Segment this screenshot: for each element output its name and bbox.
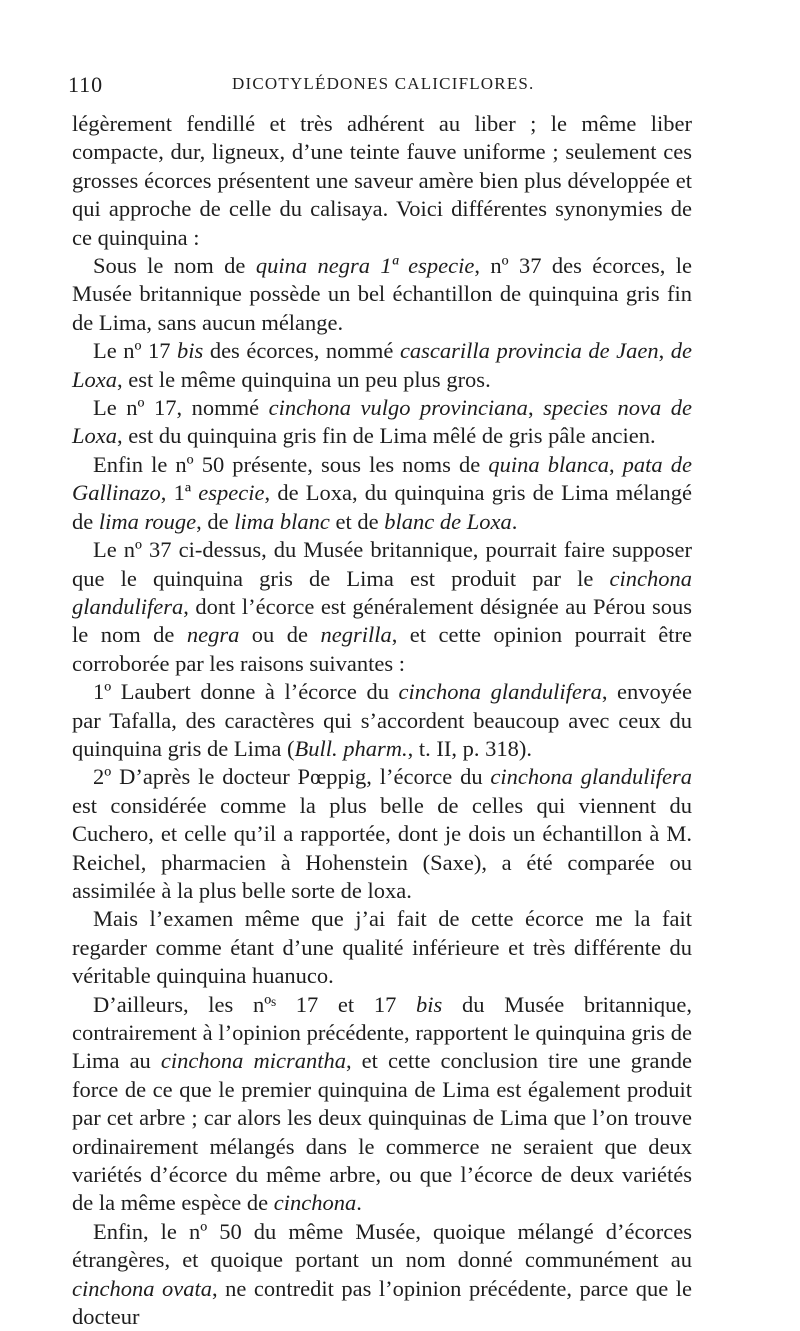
running-header [68, 72, 692, 102]
text-run: 1º Laubert donne à l’écorce du [93, 679, 399, 705]
text-run: D’ailleurs, les nºˢ 17 et 17 [93, 991, 417, 1017]
text-run: légèrement fendillé et très adhérent au liber ; le même liber compacte, dur, ligneux, d’une teinte fauve uniforme ; seulement ces grosses écorces présentent une saveur amère bien plus développée et qui approche de celle du calisaya. Voici différentes synonymies de ce quinquina : [72, 111, 692, 250]
text-run: . [356, 1190, 362, 1216]
italic-text: de Loxa [72, 338, 692, 392]
italic-text: cinchona ovata [72, 1275, 212, 1301]
italic-text: pata de Gallinazo [72, 451, 692, 506]
text-run: . [511, 508, 518, 534]
paragraph [72, 110, 692, 252]
text-run: des écorces, nommé [203, 338, 400, 364]
text-run: est considérée comme la plus belle de celles qui viennent du Cuchero, et celle qu’il a rapportée, dont je dois un échantillon à M. Reichel, pharmacien à Hohenstein (Saxe), a été comparée ou assimilée à la plus belle sorte de loxa. [72, 792, 692, 903]
text-run: , dont l’écorce est généralement désignée au Pérou sous le nom de [72, 593, 692, 648]
text-run: , est le même quinquina un peu plus gros. [117, 366, 491, 392]
paragraph [72, 252, 692, 337]
paragraph [72, 337, 692, 394]
text-run: , [608, 451, 623, 477]
text-run: Le nº 17, nommé [93, 395, 269, 421]
text-run: , [527, 395, 544, 421]
italic-text: Bull. pharm. [294, 735, 408, 761]
text-run: Le nº 37 ci-dessus, du Musée britannique, pourrait faire supposer que le quinquina gris de Lima est produit par le [72, 537, 692, 591]
text-run: , ne contredit pas l’opinion précédente, parce que le docteur [72, 1275, 692, 1330]
italic-text: bis [177, 338, 204, 364]
italic-text: cinchona glandulifera [398, 679, 602, 705]
text-run: Enfin le nº 50 présente, sous les noms de [93, 451, 489, 477]
text-run: Le nº 17 [93, 338, 178, 364]
italic-text: negrilla [320, 622, 392, 648]
paragraph [72, 1218, 692, 1331]
text-run: , nº 37 des écorces, le Musée britannique possède un bel échantillon de quinquina gris fin de Lima, sans aucun mélange. [72, 253, 692, 335]
italic-text: blanc de Loxa [384, 508, 512, 534]
italic-text: lima blanc [234, 508, 330, 534]
italic-text: lima rouge [98, 508, 197, 534]
text-run: du Musée britannique, contrairement à l’opinion précédente, rapportent le quinquina gris de Lima au [72, 991, 692, 1074]
text-run: , de Loxa, du quinquina gris de Lima mélangé de [72, 480, 692, 534]
italic-text: quina blanca [488, 451, 609, 477]
paragraph [72, 905, 692, 990]
text-run: ou de [239, 622, 321, 648]
italic-text: negra [186, 622, 240, 648]
running-title: DICOTYLÉDONES CALICIFLORES. [232, 74, 535, 93]
text-run: Sous le nom de [93, 253, 256, 279]
text-run: Enfin, le nº 50 du même Musée, quoique mélangé d’écorces étrangères, et quoique portant un nom donné communément au [72, 1218, 692, 1273]
italic-text: cinchona glandulifera [490, 764, 692, 790]
text-run: , 1ª [160, 480, 199, 506]
italic-text: cinchona vulgo provinciana [268, 395, 528, 421]
book-page [68, 72, 693, 1331]
italic-text: bis [416, 991, 443, 1017]
text-run: et de [329, 508, 385, 534]
italic-text: quina negra 1ª especie [255, 253, 475, 279]
paragraph [72, 536, 692, 678]
italic-text: cinchona glandulifera [72, 565, 692, 619]
text-run: , et cette conclusion tire une grande force de ce que le premier quinquina de Lima est également produit par cet arbre ; car alors les deux quinquinas de Lima que l’on trouve ordinairement mélangés dans le commerce ne seraient que deux variétés d’écorce du même arbre, ou que l’écorce de deux variétés de la même espèce de [72, 1048, 692, 1216]
paragraph [72, 394, 692, 451]
paragraph [72, 451, 692, 536]
text-run: Mais l’examen même que j’ai fait de cette écorce me la fait regarder comme étant d’une qualité inférieure et très différente du véritable quinquina huanuco. [72, 906, 692, 989]
italic-text: cinchona [273, 1190, 357, 1216]
paragraph [72, 678, 692, 763]
italic-text: cascarilla provincia de Jaen [399, 338, 659, 364]
text-run: , est du quinquina gris fin de Lima mêlé de gris pâle ancien. [117, 423, 656, 449]
page-number: 110 [68, 72, 104, 97]
italic-text: species nova de Loxa [72, 395, 693, 449]
text-run: 2º D’après le docteur Pœppig, l’écorce du [93, 764, 491, 790]
italic-text: especie [198, 480, 265, 506]
italic-text: cinchona micrantha [160, 1048, 346, 1074]
text-run: , envoyée par Tafalla, des caractères qui s’accordent beaucoup avec ceux du quinquina gris de Lima ( [72, 679, 692, 761]
paragraph [72, 763, 692, 905]
text-run: , de [196, 508, 235, 534]
paragraph [72, 991, 692, 1218]
text-run: , et cette opinion pourrait être corroborée par les raisons suivantes : [72, 622, 692, 676]
text-run: , [658, 338, 671, 364]
text-run: , t. II, p. 318). [407, 735, 532, 761]
body-text [72, 110, 692, 1331]
